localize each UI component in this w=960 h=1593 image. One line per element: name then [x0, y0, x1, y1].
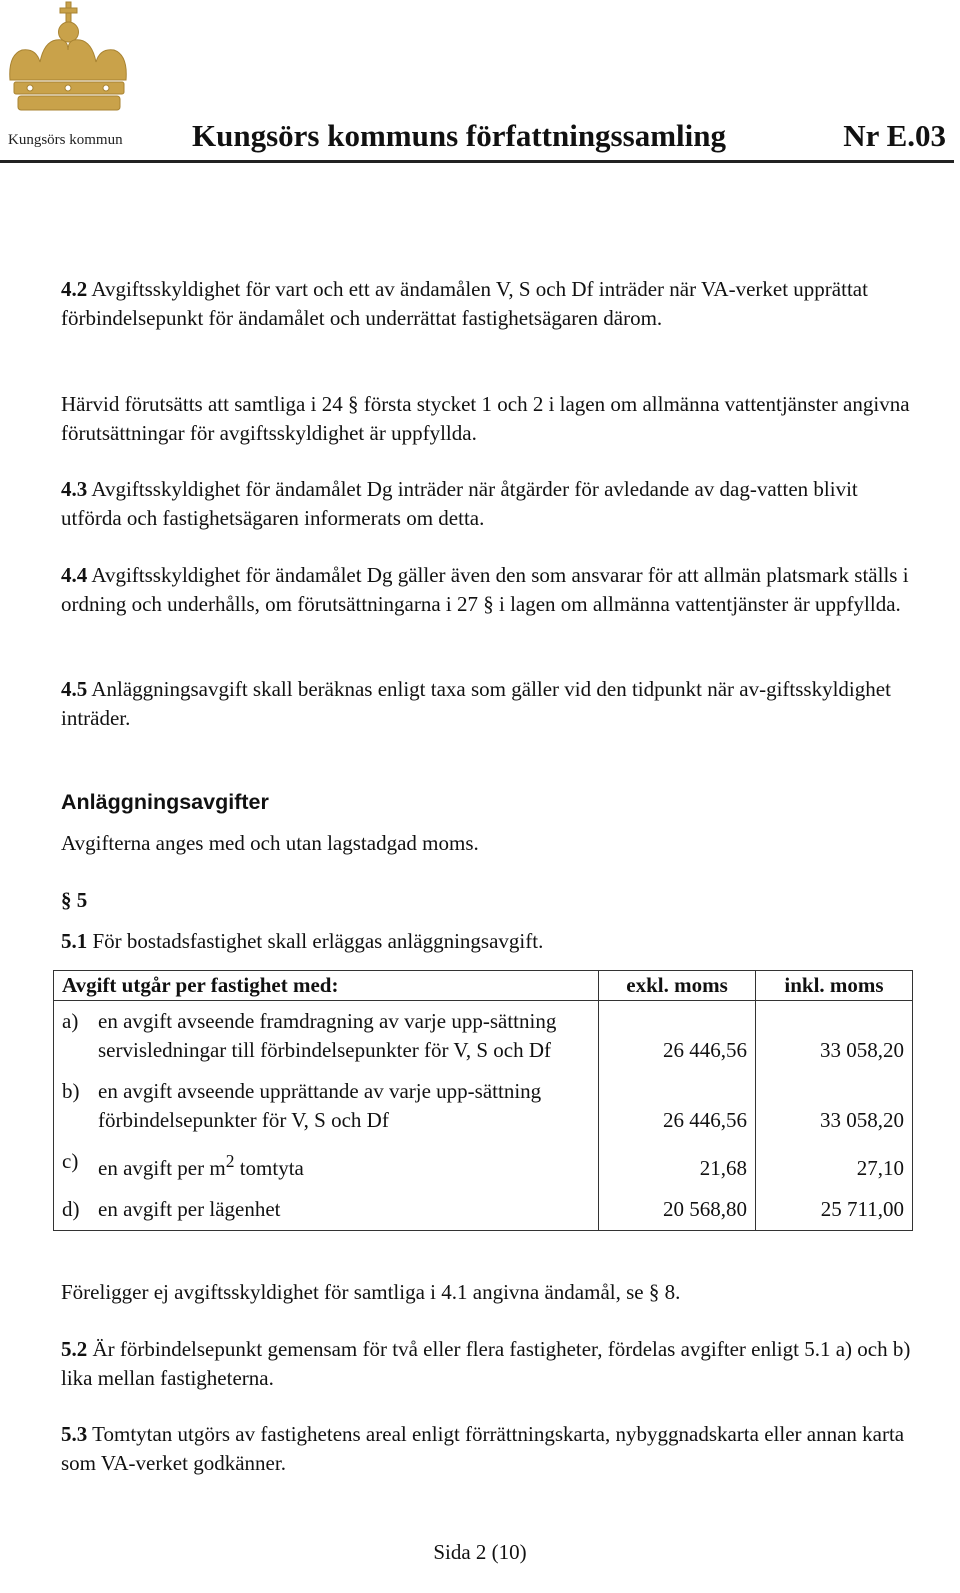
paragraph-text: Tomtytan utgörs av fastighetens areal enligt förrättningskarta, nybyggnadskarta eller annan karta som VA-verket godkänner. — [61, 1422, 905, 1475]
row-exkl: 26 446,56 — [599, 1001, 756, 1072]
row-letter: d) — [54, 1189, 91, 1231]
paragraph-number: 5.1 — [61, 929, 88, 953]
row-description: en avgift per lägenhet — [90, 1189, 599, 1231]
paragraph-4-5 — [61, 675, 911, 733]
row-exkl: 21,68 — [599, 1141, 756, 1189]
row-inkl: 33 058,20 — [756, 1071, 913, 1141]
paragraph-text: Är förbindelsepunkt gemensam för två eller flera fastigheter, fördelas avgifter enligt 5.1 a) och b) lika mellan fastigheterna. — [61, 1337, 911, 1390]
column-header-inkl: inkl. moms — [756, 971, 913, 1001]
row-description: en avgift avseende upprättande av varje upp-sättning förbindelsepunkter för V, S och Df — [90, 1071, 599, 1141]
section-heading: Anläggningsavgifter — [61, 790, 269, 814]
paragraph-text: Avgiftsskyldighet för ändamålet Dg gäller även den som ansvarar för att allmän platsmark ställs i ordning och underhålls, om förutsättningarna i 27 § i lagen om allmänna vattentjänster är uppfyllda. — [61, 563, 909, 616]
table-header-row — [54, 971, 913, 1001]
section-number: § 5 — [61, 888, 88, 912]
column-header-exkl: exkl. moms — [599, 971, 756, 1001]
paragraph-number: 5.3 — [61, 1422, 88, 1446]
page-number: Sida 2 (10) — [433, 1540, 527, 1564]
table-row — [54, 1001, 913, 1072]
paragraph-4-2-note: Härvid förutsätts att samtliga i 24 § första stycket 1 och 2 i lagen om allmänna vattentjänster angivna förutsättningar för avgiftsskyldighet är uppfyllda. — [61, 392, 910, 445]
table-row — [54, 1141, 913, 1189]
row-description-text: en avgift per m — [98, 1156, 226, 1180]
row-description — [90, 1141, 599, 1189]
paragraph-number: 4.5 — [61, 677, 88, 701]
column-header-description: Avgift utgår per fastighet med: — [54, 971, 599, 1001]
row-description: en avgift avseende framdragning av varje upp-sättning servisledningar till förbindelsepunkter för V, S och Df — [90, 1001, 599, 1072]
row-inkl: 27,10 — [756, 1141, 913, 1189]
row-letter: a) — [54, 1001, 91, 1072]
header-rule — [0, 160, 954, 163]
document-number: Nr E.03 — [843, 118, 946, 153]
row-exkl: 20 568,80 — [599, 1189, 756, 1231]
paragraph-4-2 — [61, 275, 911, 333]
paragraph-number: 4.3 — [61, 477, 88, 501]
row-description-suffix: tomtyta — [234, 1156, 304, 1180]
paragraph-text: Avgiftsskyldighet för ändamålet Dg inträder när åtgärder för avledande av dag-vatten blivit utförda och fastighetsägaren informerats om detta. — [61, 477, 858, 530]
table-row — [54, 1071, 913, 1141]
paragraph-5-3 — [61, 1420, 911, 1478]
paragraph-5-1 — [61, 927, 911, 956]
logo-text: Kungsörs kommun — [8, 132, 123, 148]
paragraph-4-4 — [61, 561, 911, 619]
paragraph-text: Avgiftsskyldighet för vart och ett av ändamålen V, S och Df inträder när VA-verket upprättat förbindelsepunkt för ändamålet och underrättat fastighetsägaren därom. — [61, 277, 868, 330]
document-title: Kungsörs kommuns författningssamling — [192, 118, 726, 153]
paragraph-number: 4.4 — [61, 563, 88, 587]
paragraph-number: 4.2 — [61, 277, 88, 301]
row-letter: c) — [54, 1141, 91, 1189]
paragraph-4-3 — [61, 475, 911, 533]
row-inkl: 33 058,20 — [756, 1001, 913, 1072]
paragraph-5-2 — [61, 1335, 911, 1393]
paragraph-text: Anläggningsavgift skall beräknas enligt taxa som gäller vid den tidpunkt när av-giftsskyldighet inträder. — [61, 677, 891, 730]
paragraph-number: 5.2 — [61, 1337, 88, 1361]
paragraph-text: För bostadsfastighet skall erläggas anläggningsavgift. — [92, 929, 544, 953]
table-row — [54, 1189, 913, 1231]
superscript: 2 — [225, 1151, 235, 1171]
moms-note: Avgifterna anges med och utan lagstadgad moms. — [61, 831, 479, 855]
fee-table — [53, 970, 913, 1231]
row-letter: b) — [54, 1071, 91, 1141]
row-inkl: 25 711,00 — [756, 1189, 913, 1231]
row-exkl: 26 446,56 — [599, 1071, 756, 1141]
foreligger-note: Föreligger ej avgiftsskyldighet för samtliga i 4.1 angivna ändamål, se § 8. — [61, 1280, 681, 1304]
